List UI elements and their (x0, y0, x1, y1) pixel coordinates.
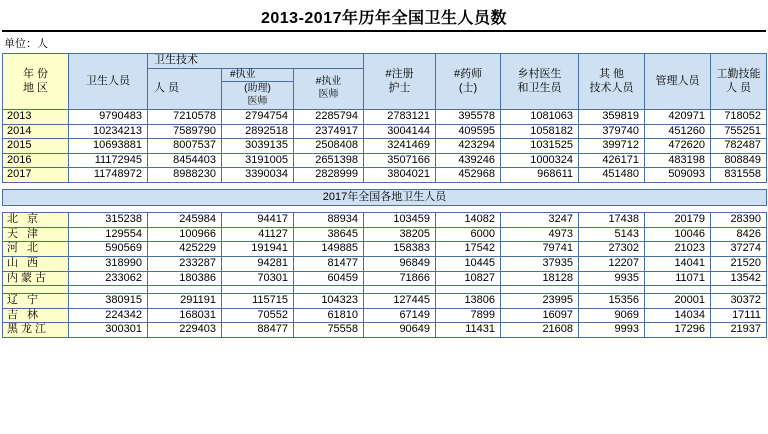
cell: 3039135 (222, 139, 294, 154)
cell: 191941 (222, 242, 294, 257)
row-label: 内蒙古 (3, 271, 69, 286)
cell: 27302 (579, 242, 645, 257)
cell: 379740 (579, 124, 645, 139)
cell: 831558 (711, 168, 767, 183)
cell: 5143 (579, 227, 645, 242)
cell: 17111 (711, 308, 767, 323)
cell: 3247 (501, 213, 579, 228)
cell: 395578 (436, 110, 501, 125)
cell: 20001 (645, 294, 711, 309)
cell: 245984 (148, 213, 222, 228)
cell: 71866 (364, 271, 436, 286)
cell: 8988230 (148, 168, 222, 183)
header-licensed-assistant-doctor-top: #执业 (222, 68, 294, 82)
table-row (3, 153, 767, 168)
header-year-region: 年 份 地 区 (3, 54, 69, 110)
table-row (3, 110, 767, 125)
cell: 2783121 (364, 110, 436, 125)
table-row (3, 242, 767, 257)
cell: 425229 (148, 242, 222, 257)
cell: 9935 (579, 271, 645, 286)
cell: 3241469 (364, 139, 436, 154)
cell: 782487 (711, 139, 767, 154)
table-row (3, 294, 767, 309)
cell: 149885 (294, 242, 364, 257)
cell: 1031525 (501, 139, 579, 154)
cell: 3004144 (364, 124, 436, 139)
cell: 8007537 (148, 139, 222, 154)
cell: 10234213 (69, 124, 148, 139)
page-title: 2013-2017年历年全国卫生人员数 (260, 10, 508, 27)
cell: 38645 (294, 227, 364, 242)
cell: 2794754 (222, 110, 294, 125)
cell: 718052 (711, 110, 767, 125)
cell: 451260 (645, 124, 711, 139)
cell: 2651398 (294, 153, 364, 168)
cell: 1000324 (501, 153, 579, 168)
cell: 88477 (222, 323, 294, 338)
cell: 3507166 (364, 153, 436, 168)
row-label: 2016 (3, 153, 69, 168)
cell: 423294 (436, 139, 501, 154)
title-divider (2, 30, 766, 32)
table-row (3, 308, 767, 323)
section-band (3, 189, 767, 206)
row-label: 2017 (3, 168, 69, 183)
cell: 300301 (69, 323, 148, 338)
row-label: 山 西 (3, 256, 69, 271)
cell: 2828999 (294, 168, 364, 183)
header-village-doctor: 乡村医生 和卫生员 (501, 54, 579, 110)
table-row (3, 168, 767, 183)
cell: 75558 (294, 323, 364, 338)
region-group-gap (3, 286, 767, 294)
header-pharmacist: #药师 (士) (436, 54, 501, 110)
cell: 318990 (69, 256, 148, 271)
cell: 233287 (148, 256, 222, 271)
cell: 291191 (148, 294, 222, 309)
cell: 4973 (501, 227, 579, 242)
cell: 8426 (711, 227, 767, 242)
header-service-skill: 工勤技能 人 员 (711, 54, 767, 110)
cell: 94281 (222, 256, 294, 271)
cell: 229403 (148, 323, 222, 338)
cell: 28390 (711, 213, 767, 228)
cell: 10046 (645, 227, 711, 242)
cell: 70301 (222, 271, 294, 286)
cell: 409595 (436, 124, 501, 139)
section-band-label: 2017年全国各地卫生人员 (3, 189, 767, 206)
cell: 451480 (579, 168, 645, 183)
cell: 20179 (645, 213, 711, 228)
cell: 129554 (69, 227, 148, 242)
cell: 21520 (711, 256, 767, 271)
cell: 90649 (364, 323, 436, 338)
cell: 359819 (579, 110, 645, 125)
header-other-technical: 其 他 技术人员 (579, 54, 645, 110)
cell: 2374917 (294, 124, 364, 139)
header-licensed-doctor: #执业 医师 (294, 68, 364, 110)
cell: 2285794 (294, 110, 364, 125)
cell: 103459 (364, 213, 436, 228)
cell: 315238 (69, 213, 148, 228)
cell: 1058182 (501, 124, 579, 139)
cell: 94417 (222, 213, 294, 228)
cell: 11748972 (69, 168, 148, 183)
cell: 1081063 (501, 110, 579, 125)
header-licensed-assistant-doctor-bottom: (助理) 医师 (222, 82, 294, 110)
unit-note: 单位：人 (4, 38, 48, 50)
header-health-personnel: 卫生人员 (69, 54, 148, 110)
cell: 11172945 (69, 153, 148, 168)
cell: 3390034 (222, 168, 294, 183)
cell: 6000 (436, 227, 501, 242)
health-personnel-table (2, 53, 767, 338)
cell: 509093 (645, 168, 711, 183)
cell: 38205 (364, 227, 436, 242)
cell: 7210578 (148, 110, 222, 125)
cell: 3804021 (364, 168, 436, 183)
cell: 17296 (645, 323, 711, 338)
cell: 37274 (711, 242, 767, 257)
row-label: 辽 宁 (3, 294, 69, 309)
cell: 14041 (645, 256, 711, 271)
cell: 115715 (222, 294, 294, 309)
cell: 158383 (364, 242, 436, 257)
cell: 13542 (711, 271, 767, 286)
cell: 8454403 (148, 153, 222, 168)
cell: 483198 (645, 153, 711, 168)
cell: 439246 (436, 153, 501, 168)
cell: 420971 (645, 110, 711, 125)
cell: 18128 (501, 271, 579, 286)
cell: 7589790 (148, 124, 222, 139)
cell: 7899 (436, 308, 501, 323)
section-spacer (3, 182, 767, 189)
cell: 472620 (645, 139, 711, 154)
cell: 755251 (711, 124, 767, 139)
cell: 9993 (579, 323, 645, 338)
cell: 21937 (711, 323, 767, 338)
cell: 2508408 (294, 139, 364, 154)
cell: 88934 (294, 213, 364, 228)
cell: 452968 (436, 168, 501, 183)
row-label: 2013 (3, 110, 69, 125)
cell: 30372 (711, 294, 767, 309)
cell: 16097 (501, 308, 579, 323)
cell: 21023 (645, 242, 711, 257)
cell: 60459 (294, 271, 364, 286)
cell: 968611 (501, 168, 579, 183)
table-row (3, 139, 767, 154)
cell: 224342 (69, 308, 148, 323)
cell: 11071 (645, 271, 711, 286)
cell: 104323 (294, 294, 364, 309)
row-label: 北 京 (3, 213, 69, 228)
cell: 10445 (436, 256, 501, 271)
cell: 11431 (436, 323, 501, 338)
cell: 9790483 (69, 110, 148, 125)
header-management: 管理人员 (645, 54, 711, 110)
cell: 79741 (501, 242, 579, 257)
cell: 3191005 (222, 153, 294, 168)
cell: 23995 (501, 294, 579, 309)
cell: 590569 (69, 242, 148, 257)
cell: 21608 (501, 323, 579, 338)
cell: 96849 (364, 256, 436, 271)
table-row (3, 124, 767, 139)
header-registered-nurse: #注册 护士 (364, 54, 436, 110)
cell: 9069 (579, 308, 645, 323)
table-row (3, 213, 767, 228)
cell: 15356 (579, 294, 645, 309)
cell: 14034 (645, 308, 711, 323)
cell: 70552 (222, 308, 294, 323)
cell: 100966 (148, 227, 222, 242)
header-technical-group: 卫生技术 (148, 54, 364, 69)
table-row (3, 271, 767, 286)
cell: 61810 (294, 308, 364, 323)
cell: 10693881 (69, 139, 148, 154)
cell: 37935 (501, 256, 579, 271)
cell: 81477 (294, 256, 364, 271)
cell: 168031 (148, 308, 222, 323)
cell: 233062 (69, 271, 148, 286)
cell: 808849 (711, 153, 767, 168)
cell: 180386 (148, 271, 222, 286)
section-spacer-2 (3, 206, 767, 213)
cell: 13806 (436, 294, 501, 309)
row-label: 2015 (3, 139, 69, 154)
cell: 41127 (222, 227, 294, 242)
cell: 426171 (579, 153, 645, 168)
cell: 2892518 (222, 124, 294, 139)
row-label: 天 津 (3, 227, 69, 242)
row-label: 2014 (3, 124, 69, 139)
cell: 12207 (579, 256, 645, 271)
cell: 67149 (364, 308, 436, 323)
cell: 380915 (69, 294, 148, 309)
table-row (3, 256, 767, 271)
cell: 14082 (436, 213, 501, 228)
table-row (3, 323, 767, 338)
cell: 399712 (579, 139, 645, 154)
table-row (3, 227, 767, 242)
row-label: 黑龙江 (3, 323, 69, 338)
cell: 10827 (436, 271, 501, 286)
cell: 127445 (364, 294, 436, 309)
table-header-row-1 (3, 54, 767, 69)
header-technical-personnel: 人 员 (148, 68, 222, 110)
row-label: 吉 林 (3, 308, 69, 323)
row-label: 河 北 (3, 242, 69, 257)
cell: 17438 (579, 213, 645, 228)
cell: 17542 (436, 242, 501, 257)
